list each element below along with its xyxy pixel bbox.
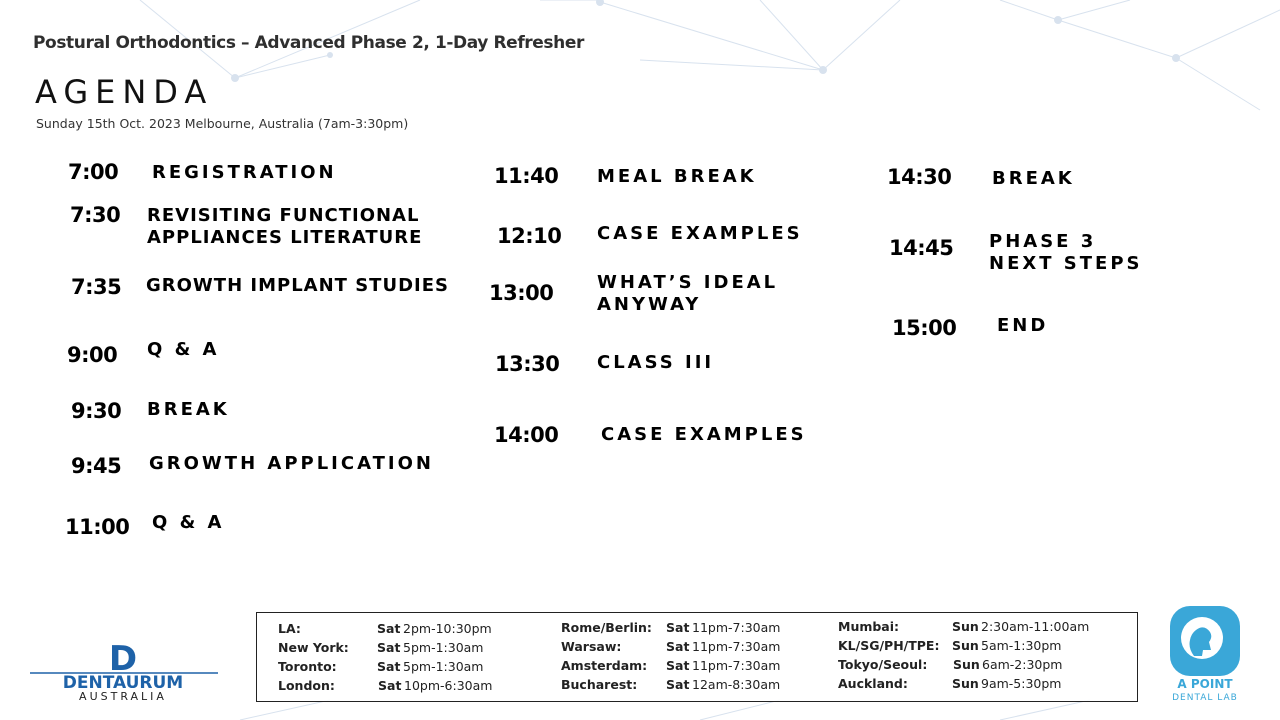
dentaurum-logo-sub: AUSTRALIA xyxy=(79,690,167,703)
schedule-time: 15:00 xyxy=(892,316,957,340)
timezone-table xyxy=(256,612,1138,702)
tz-city: New York: xyxy=(278,640,349,655)
schedule-time: 11:40 xyxy=(494,164,559,188)
schedule-activity: GROWTH APPLICATION xyxy=(149,453,434,474)
schedule-time: 14:30 xyxy=(887,165,952,189)
schedule-activity: CLASS III xyxy=(597,352,715,373)
tz-city: Rome/Berlin: xyxy=(561,620,652,635)
tz-city: Tokyo/Seoul: xyxy=(838,657,928,672)
schedule-activity: Q & A xyxy=(152,512,225,533)
schedule-time: 13:30 xyxy=(495,352,560,376)
tz-city: Bucharest: xyxy=(561,677,638,692)
schedule-time: 12:10 xyxy=(497,224,562,248)
schedule-activity: WHAT’S IDEAL ANYWAY xyxy=(597,272,779,315)
tz-city: Mumbai: xyxy=(838,619,900,634)
tz-day: Sun xyxy=(952,619,979,634)
tz-day: Sat xyxy=(666,658,690,673)
tz-day: Sat xyxy=(666,639,690,654)
tz-day: Sat xyxy=(666,620,690,635)
dentaurum-logo-name: DENTAURUM xyxy=(62,673,184,693)
tz-city: Warsaw: xyxy=(561,639,622,654)
schedule-activity: PHASE 3 NEXT STEPS xyxy=(989,231,1143,274)
schedule-activity: BREAK xyxy=(992,168,1075,189)
schedule-activity: REGISTRATION xyxy=(152,162,337,183)
tz-range: 11pm-7:30am xyxy=(692,639,781,654)
tz-city: KL/SG/PH/TPE: xyxy=(838,638,940,653)
schedule-time: 9:45 xyxy=(71,454,122,478)
schedule-activity: BREAK xyxy=(147,399,230,420)
tz-day: Sun xyxy=(953,657,980,672)
tz-day: Sun xyxy=(952,676,979,691)
tz-day: Sat xyxy=(378,678,402,693)
agenda-date: Sunday 15th Oct. 2023 Melbourne, Australia (7am-3:30pm) xyxy=(36,116,409,131)
schedule-activity: CASE EXAMPLES xyxy=(601,424,807,445)
schedule-time: 13:00 xyxy=(489,281,554,305)
dentaurum-logo xyxy=(26,644,226,704)
tz-range: 2pm-10:30pm xyxy=(403,621,492,636)
tz-city: Auckland: xyxy=(838,676,908,691)
schedule-activity: CASE EXAMPLES xyxy=(597,223,803,244)
tz-range: 5am-1:30pm xyxy=(981,638,1062,653)
tz-range: 10pm-6:30am xyxy=(404,678,493,693)
tz-day: Sat xyxy=(666,677,690,692)
tz-range: 2:30am-11:00am xyxy=(981,619,1090,634)
tz-city: London: xyxy=(278,678,335,693)
schedule-time: 9:00 xyxy=(67,343,118,367)
tz-city: LA: xyxy=(278,621,301,636)
tz-range: 5pm-1:30am xyxy=(403,640,484,655)
tz-range: 12am-8:30am xyxy=(692,677,781,692)
schedule-activity: END xyxy=(997,315,1049,336)
tz-day: Sat xyxy=(377,621,401,636)
course-title: Postural Orthodontics – Advanced Phase 2, 1-Day Refresher xyxy=(33,33,584,53)
schedule-time: 9:30 xyxy=(71,399,122,423)
schedule-activity: MEAL BREAK xyxy=(597,166,757,187)
schedule-time: 7:35 xyxy=(71,275,122,299)
schedule-activity: Q & A xyxy=(147,339,220,360)
tz-city: Toronto: xyxy=(278,659,337,674)
tz-range: 9am-5:30pm xyxy=(981,676,1062,691)
tz-range: 11pm-7:30am xyxy=(692,658,781,673)
schedule-activity: REVISITING FUNCTIONAL APPLIANCES LITERATURE xyxy=(147,205,423,248)
a-point-logo-sub: DENTAL LAB xyxy=(1172,693,1238,703)
dentaurum-logo-mark: D xyxy=(108,644,138,679)
tz-range: 6am-2:30pm xyxy=(982,657,1063,672)
tz-city: Amsterdam: xyxy=(561,658,648,673)
schedule-time: 7:30 xyxy=(70,203,121,227)
tz-range: 5pm-1:30am xyxy=(403,659,484,674)
schedule-time: 14:45 xyxy=(889,236,954,260)
tz-range: 11pm-7:30am xyxy=(692,620,781,635)
schedule-time: 14:00 xyxy=(494,423,559,447)
schedule-activity: GROWTH IMPLANT STUDIES xyxy=(146,275,449,296)
schedule-time: 7:00 xyxy=(68,160,119,184)
tz-day: Sat xyxy=(377,640,401,655)
a-point-logo-name: A POINT xyxy=(1177,677,1233,691)
tz-day: Sat xyxy=(377,659,401,674)
a-point-logo xyxy=(1166,604,1244,712)
schedule-time: 11:00 xyxy=(65,515,130,539)
agenda-heading: AGENDA xyxy=(35,73,214,111)
tz-day: Sun xyxy=(952,638,979,653)
